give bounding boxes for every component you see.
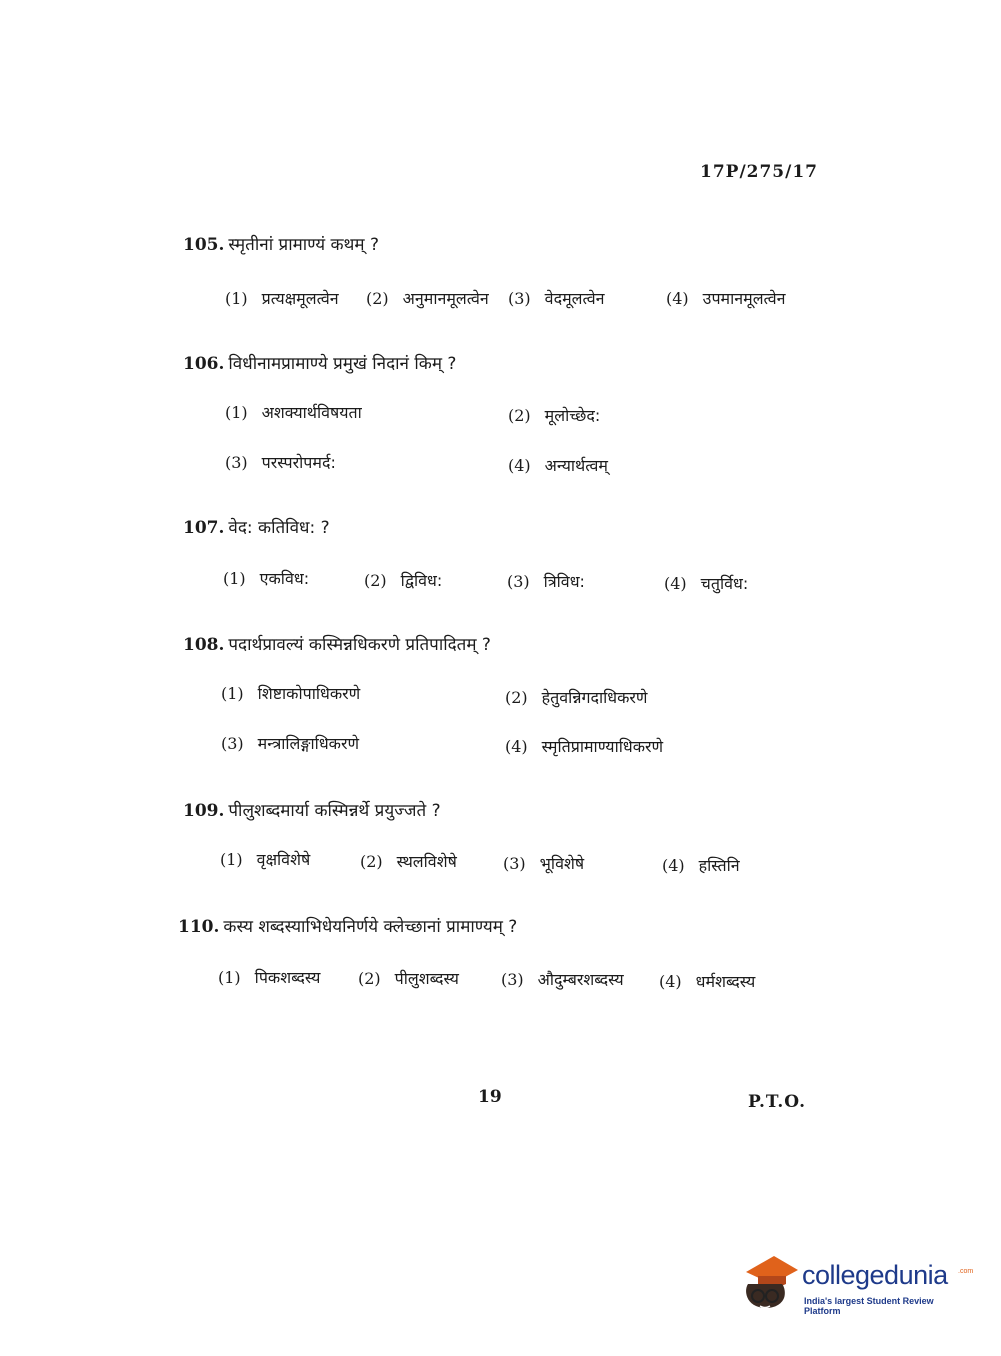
option-text: उपमानमूलत्वेन [702,289,786,308]
page-number: 19 [478,1087,502,1107]
option-text: द्विविध: [400,571,443,590]
option-number: (4) [666,289,689,308]
question-107 [183,515,330,538]
question-text: पीलुशब्दमार्या कस्मिन्नर्थे प्रयुज्जते ? [228,801,441,821]
question-text: पदार्थप्रावल्यं कस्मिन्नधिकरणे प्रतिपादितम् ? [228,635,491,655]
option-text: वेदमूलत्वेन [544,289,605,308]
paper-code: 17P/275/17 [700,162,819,182]
option-text: त्रिविध: [543,572,585,591]
collegedunia-watermark [740,1250,974,1320]
option-number: (1) [220,850,243,869]
option-110-4 [659,970,755,992]
question-109 [183,798,441,821]
option-110-2 [358,967,459,989]
option-number: (1) [225,403,248,422]
option-110-3 [501,968,624,990]
option-text: हेतुवन्निगदाधिकरणे [541,688,648,707]
option-106-2 [508,404,600,426]
option-108-1 [221,682,360,704]
option-number: (2) [358,969,381,988]
option-number: (1) [223,569,246,588]
question-110 [178,914,517,937]
option-106-4 [508,454,608,476]
option-108-2 [505,686,647,708]
option-number: (2) [505,688,528,707]
question-number: 108. [183,635,225,655]
mascot-logo-icon [740,1250,800,1312]
option-105-2 [366,287,489,309]
option-number: (3) [501,970,524,989]
option-number: (3) [503,854,526,873]
brand-suffix: .com [958,1268,974,1275]
option-text: एकविध: [259,569,310,588]
option-text: अनुमानमूलत्वेन [402,289,489,308]
question-text: वेद: कतिविध: ? [228,518,330,538]
option-text: प्रत्यक्षमूलत्वेन [261,289,339,308]
question-number: 110. [178,917,220,937]
question-number: 107. [183,518,225,538]
option-108-4 [505,735,663,757]
option-110-1 [218,966,320,988]
question-106 [183,351,456,374]
option-107-4 [664,572,748,594]
option-text: परस्परोपमर्द: [261,453,336,472]
option-number: (3) [507,572,530,591]
question-number: 105. [183,235,225,255]
option-text: भूविशेषे [539,854,585,873]
option-number: (1) [225,289,248,308]
option-106-3 [225,451,336,473]
option-105-1 [225,287,339,309]
option-109-4 [662,854,740,876]
option-number: (4) [664,574,687,593]
option-number: (4) [508,456,531,475]
option-text: मूलोच्छेद: [544,406,601,425]
option-number: (1) [221,684,244,703]
option-number: (2) [366,289,389,308]
option-number: (2) [360,852,383,871]
option-109-3 [503,852,584,874]
option-text: शिष्टाकोपाधिकरणे [257,684,361,703]
brand-tagline: India's largest Student Review Platform [804,1296,934,1316]
option-text: स्थलविशेषे [396,852,457,871]
option-text: अशक्यार्थविषयता [261,403,362,422]
option-text: पीलुशब्दस्य [394,969,459,988]
option-107-3 [507,570,585,592]
question-text: कस्य शब्दस्याभिधेयनिर्णये क्लेच्छानां प्रामाण्यम् ? [223,917,518,937]
option-text: धर्मशब्दस्य [695,972,756,991]
option-number: (3) [221,734,244,753]
option-number: (3) [225,453,248,472]
option-105-4 [666,287,786,309]
option-text: स्मृतिप्रामाण्याधिकरणे [541,737,664,756]
option-109-1 [220,848,310,870]
option-108-3 [221,732,359,754]
option-107-2 [364,569,442,591]
option-number: (2) [364,571,387,590]
option-number: (3) [508,289,531,308]
option-number: (1) [218,968,241,987]
option-text: अन्यार्थत्वम् [544,456,608,475]
option-number: (4) [662,856,685,875]
option-text: चतुर्विध: [700,574,749,593]
question-105 [183,232,379,255]
option-105-3 [508,287,605,309]
option-text: पिकशब्दस्य [254,968,321,987]
option-109-2 [360,850,457,872]
option-number: (4) [505,737,528,756]
brand-name: collegedunia [802,1260,948,1290]
question-number: 106. [183,354,225,374]
option-text: हस्तिनि [698,856,740,875]
option-number: (2) [508,406,531,425]
pto-label: P.T.O. [748,1092,806,1112]
option-107-1 [223,567,309,589]
question-text: विधीनामप्रामाण्ये प्रमुखं निदानं किम् ? [228,354,457,374]
option-text: औदुम्बरशब्दस्य [537,970,624,989]
question-text: स्मृतीनां प्रामाण्यं कथम् ? [228,235,380,255]
question-108 [183,632,491,655]
option-text: मन्त्रालिङ्गाधिकरणे [257,734,360,753]
option-106-1 [225,401,362,423]
option-number: (4) [659,972,682,991]
question-number: 109. [183,801,225,821]
option-text: वृक्षविशेषे [256,850,311,869]
